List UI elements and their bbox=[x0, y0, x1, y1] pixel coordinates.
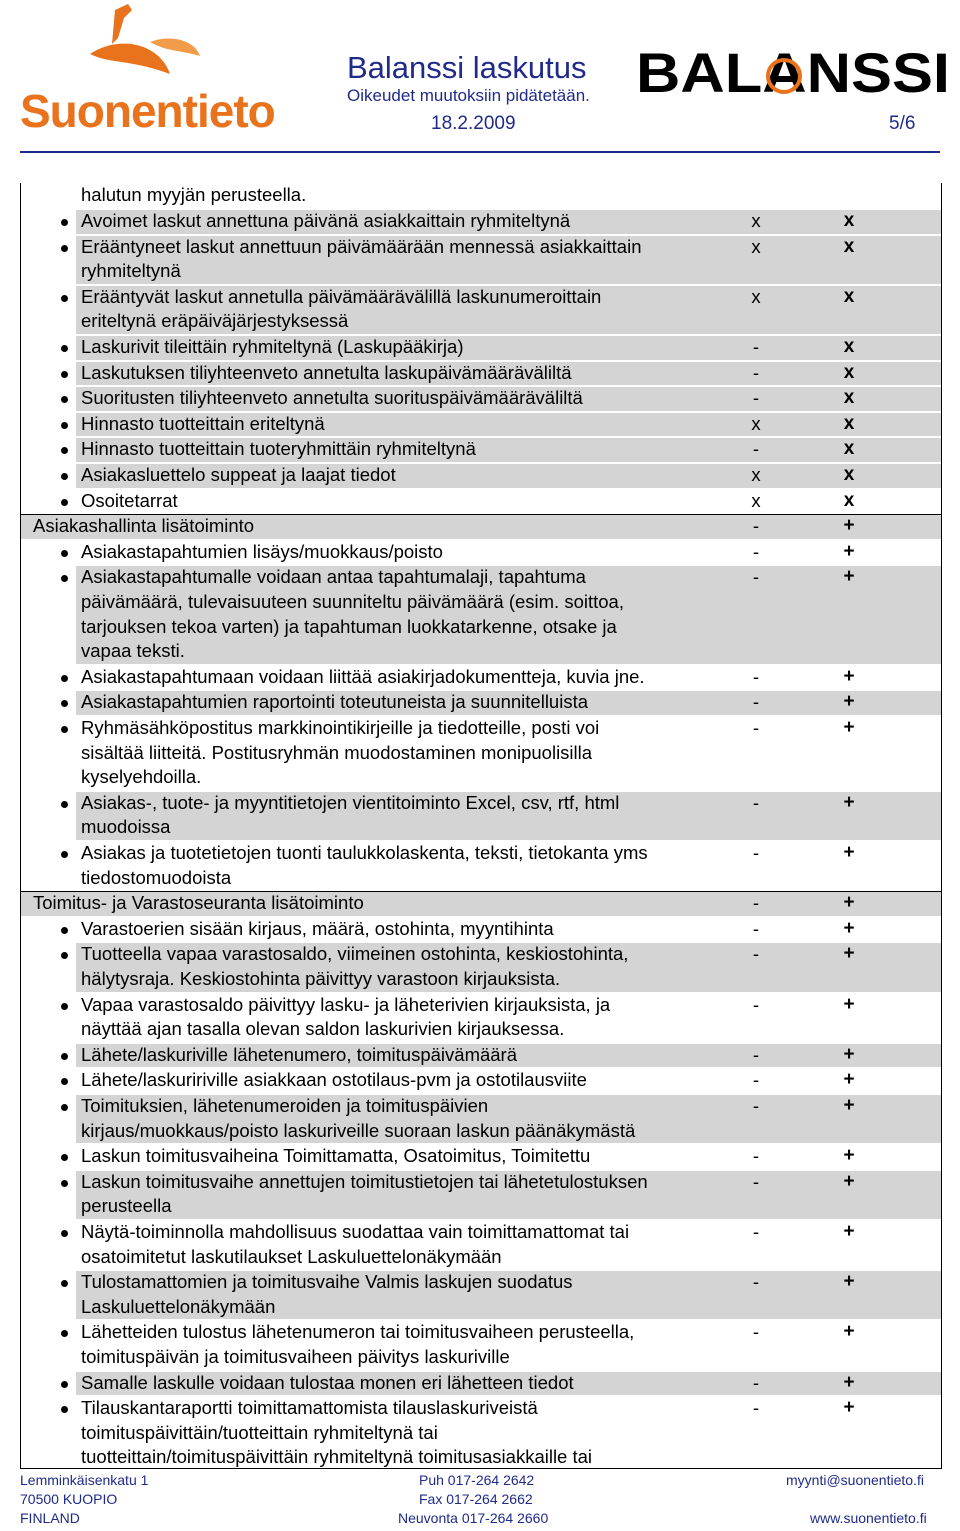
extended-version-mark: x bbox=[843, 285, 855, 307]
basic-version-mark: - bbox=[752, 791, 760, 813]
bullet-icon bbox=[61, 1406, 68, 1413]
bullet-icon bbox=[61, 1154, 68, 1161]
basic-version-mark: - bbox=[752, 943, 760, 965]
feature-text: Asiakasluettelo suppeat ja laajat tiedot bbox=[81, 464, 396, 485]
basic-version-mark: - bbox=[752, 717, 760, 738]
footer-phone: Puh 017-264 2642 bbox=[419, 1472, 535, 1488]
basic-version-mark: - bbox=[752, 1170, 760, 1192]
feature-text: tiedostomuodoista bbox=[81, 866, 232, 888]
feature-row bbox=[21, 942, 941, 992]
footer-address-city: 70500 KUOPIO bbox=[20, 1491, 118, 1507]
feature-row bbox=[21, 1270, 941, 1320]
extended-version-mark: + bbox=[843, 540, 855, 562]
feature-text: Ryhmäsähköpostitus markkinointikirjeille ja tiedotteille, posti voi bbox=[81, 717, 600, 738]
feature-text: Hinnasto tuotteittain eriteltynä bbox=[81, 412, 325, 434]
extended-version-mark: + bbox=[843, 1145, 855, 1167]
bullet-icon bbox=[61, 422, 68, 429]
footer-address-street: Lemminkäisenkatu 1 bbox=[20, 1472, 149, 1488]
feature-row bbox=[21, 335, 941, 361]
feature-row bbox=[21, 917, 941, 943]
basic-version-mark: x bbox=[751, 489, 761, 511]
feature-row bbox=[21, 437, 941, 463]
extended-version-mark: x bbox=[843, 464, 855, 485]
bullet-icon bbox=[61, 473, 68, 480]
basic-version-mark: - bbox=[752, 1043, 760, 1065]
feature-row bbox=[21, 1396, 941, 1471]
footer-address-country: FINLAND bbox=[20, 1510, 80, 1526]
bullet-icon bbox=[61, 927, 68, 934]
feature-table bbox=[20, 183, 942, 1469]
feature-text: Lähete/laskuriville lähetenumero, toimituspäivämäärä bbox=[81, 1043, 518, 1065]
feature-text: Asiakas ja tuotetietojen tuonti taulukkolaskenta, teksti, tietokanta yms bbox=[81, 842, 648, 863]
feature-text: tuotteittain/toimituspäivittäin ryhmiteltynä toimitusasiakkaille tai bbox=[81, 1446, 593, 1468]
bullet-icon bbox=[61, 295, 68, 302]
bullet-icon bbox=[61, 1330, 68, 1337]
extended-version-mark: x bbox=[843, 235, 855, 257]
bullet-icon bbox=[61, 851, 68, 858]
bullet-icon bbox=[61, 1280, 68, 1287]
bullet-icon bbox=[61, 371, 68, 378]
feature-row bbox=[21, 361, 941, 387]
feature-row bbox=[21, 791, 941, 841]
feature-row bbox=[21, 463, 941, 489]
bullet-icon bbox=[61, 1078, 68, 1085]
extended-version-mark: + bbox=[843, 1170, 855, 1192]
basic-version-mark: - bbox=[752, 1271, 760, 1293]
extended-version-mark: x bbox=[843, 489, 855, 511]
document-date: 18.2.2009 bbox=[431, 113, 516, 134]
section-row bbox=[21, 891, 941, 917]
basic-version-mark: - bbox=[752, 515, 760, 537]
footer-web-link[interactable]: www.suonentieto.fi bbox=[810, 1510, 927, 1526]
bullet-icon bbox=[61, 1003, 68, 1010]
feature-row bbox=[21, 209, 941, 235]
document-subtitle: Oikeudet muutoksiin pidätetään. bbox=[347, 86, 590, 105]
extended-version-mark: + bbox=[843, 842, 855, 863]
extended-version-mark: + bbox=[843, 993, 855, 1015]
extended-version-mark: x bbox=[843, 336, 855, 357]
feature-row bbox=[21, 1220, 941, 1270]
extended-version-mark: + bbox=[843, 1221, 855, 1242]
basic-version-mark: - bbox=[752, 1397, 760, 1419]
feature-text: hälytysraja. Keskiostohinta päivittyy varastoon kirjauksista. bbox=[81, 967, 561, 989]
feature-row bbox=[21, 412, 941, 438]
feature-text: Erääntyneet laskut annettuun päivämäärään mennessä asiakkaittain bbox=[81, 235, 642, 257]
feature-text: Suoritusten tiliyhteenveto annetulta suorituspäivämääräväliltä bbox=[81, 387, 583, 409]
extended-version-mark: + bbox=[843, 1397, 855, 1419]
section-heading: Asiakashallinta lisätoiminto bbox=[33, 515, 255, 537]
document-title: Balanssi laskutus bbox=[347, 50, 587, 85]
feature-text: Laskun toimitusvaihe annettujen toimitustietojen tai lähetetulostuksen bbox=[81, 1170, 648, 1192]
feature-text: näyttää ajan tasalla olevan saldon laskurivien kirjauksessa. bbox=[81, 1018, 565, 1040]
footer-fax: Fax 017-264 2662 bbox=[419, 1491, 533, 1507]
feature-text: Hinnasto tuotteittain tuoteryhmittäin ryhmiteltynä bbox=[81, 438, 476, 460]
feature-text: Laskuluettelonäkymään bbox=[81, 1295, 276, 1317]
feature-text: Lähete/laskuririville asiakkaan ostotilaus-pvm ja ostotilausviite bbox=[81, 1069, 587, 1091]
basic-version-mark: - bbox=[752, 1321, 760, 1343]
section-heading: Toimitus- ja Varastoseuranta lisätoiminto bbox=[33, 892, 364, 914]
feature-text: Asiakastapahtumien lisäys/muokkaus/poisto bbox=[81, 540, 443, 562]
extended-version-mark: x bbox=[843, 210, 855, 231]
feature-text: Asiakas-, tuote- ja myyntitietojen vientitoiminto Excel, csv, rtf, html bbox=[81, 791, 620, 813]
feature-text: Tuotteella vapaa varastosaldo, viimeinen ostohinta, keskiostohinta, bbox=[81, 943, 629, 965]
extended-version-mark: + bbox=[843, 1271, 855, 1293]
feature-text: Tulostamattomien ja toimitusvaihe Valmis laskujen suodatus bbox=[81, 1271, 573, 1293]
feature-text: vapaa teksti. bbox=[81, 640, 185, 662]
feature-row bbox=[21, 1170, 941, 1220]
feature-row bbox=[21, 386, 941, 412]
basic-version-mark: - bbox=[752, 540, 760, 562]
bullet-icon bbox=[61, 726, 68, 733]
basic-version-mark: - bbox=[752, 1095, 760, 1116]
feature-text: kyselyehdoilla. bbox=[81, 766, 202, 788]
balanssi-logo-icon bbox=[636, 46, 950, 98]
extended-version-mark: + bbox=[843, 717, 855, 738]
page-number: 5/6 bbox=[889, 113, 916, 134]
bullet-icon bbox=[61, 952, 68, 959]
feature-row bbox=[21, 1094, 941, 1144]
feature-text: eriteltynä eräpäiväjärjestyksessä bbox=[81, 310, 349, 332]
feature-text: kirjaus/muokkaus/poisto laskuriveille suoraan laskun päänäkymästä bbox=[81, 1119, 636, 1141]
extended-version-mark: + bbox=[843, 515, 855, 537]
bullet-icon bbox=[61, 575, 68, 582]
basic-version-mark: - bbox=[752, 892, 760, 914]
bullet-icon bbox=[61, 1230, 68, 1237]
bullet-icon bbox=[61, 396, 68, 403]
footer-email-link[interactable]: myynti@suonentieto.fi bbox=[786, 1472, 924, 1488]
page-header bbox=[0, 0, 960, 180]
feature-text: sisältää liitteitä. Postitusryhmän muodostaminen monipuolisilla bbox=[81, 741, 593, 763]
feature-text: Näytä-toiminnolla mahdollisuus suodattaa vain toimittamattomat tai bbox=[81, 1221, 630, 1242]
bullet-icon bbox=[61, 1104, 68, 1111]
feature-row bbox=[21, 841, 941, 891]
extended-version-mark: + bbox=[843, 1321, 855, 1343]
feature-row bbox=[21, 1371, 941, 1397]
basic-version-mark: x bbox=[751, 210, 761, 231]
basic-version-mark: - bbox=[752, 336, 760, 357]
feature-text: tarjouksen tekoa varten) ja tapahtuman luokkatarkenne, otsake ja bbox=[81, 615, 617, 637]
extended-version-mark: + bbox=[843, 1095, 855, 1116]
feature-row bbox=[21, 489, 941, 515]
basic-version-mark: x bbox=[751, 235, 761, 257]
feature-text: Toimituksien, lähetenumeroiden ja toimituspäivien bbox=[81, 1095, 489, 1116]
feature-row bbox=[21, 716, 941, 791]
basic-version-mark: - bbox=[752, 1069, 760, 1091]
feature-text: Asiakastapahtumalle voidaan antaa tapahtumalaji, tapahtuma bbox=[81, 566, 586, 588]
feature-text: toimituspäivittäin/tuotteittain ryhmiteltynä tai bbox=[81, 1421, 438, 1443]
extended-version-mark: + bbox=[843, 1043, 855, 1065]
bullet-icon bbox=[61, 1180, 68, 1187]
extended-version-mark: + bbox=[843, 892, 855, 914]
bullet-icon bbox=[61, 499, 68, 506]
feature-text: osatoimitetut laskutilaukset Laskuluettelonäkymään bbox=[81, 1245, 502, 1267]
basic-version-mark: - bbox=[752, 691, 760, 713]
feature-row bbox=[21, 993, 941, 1043]
bullet-icon bbox=[61, 801, 68, 808]
feature-text: Osoitetarrat bbox=[81, 489, 178, 511]
extended-version-mark: x bbox=[843, 361, 855, 383]
bullet-icon bbox=[61, 675, 68, 682]
feature-text: muodoissa bbox=[81, 816, 171, 838]
basic-version-mark: x bbox=[751, 412, 761, 434]
extended-version-mark: + bbox=[843, 1069, 855, 1091]
feature-row bbox=[21, 565, 941, 664]
feature-text: Tilauskantaraportti toimittamattomista tilauslaskuriveistä bbox=[81, 1397, 538, 1419]
basic-version-mark: x bbox=[751, 285, 761, 307]
feature-text: Samalle laskulle voidaan tulostaa monen eri lähetteen tiedot bbox=[81, 1371, 574, 1393]
feature-row bbox=[21, 285, 941, 335]
feature-text: Erääntyvät laskut annetulla päivämäärävälillä laskunumeroittain bbox=[81, 285, 602, 307]
feature-text: Laskutuksen tiliyhteenveto annetulta laskupäivämääräväliltä bbox=[81, 361, 572, 383]
feature-text: Laskun toimitusvaiheina Toimittamatta, Osatoimitus, Toimitettu bbox=[81, 1145, 591, 1167]
header-divider bbox=[20, 151, 940, 153]
balanssi-logo-text: BALANSSI bbox=[636, 46, 950, 98]
feature-text: Asiakastapahtumien raportointi toteutuneista ja suunnitelluista bbox=[81, 691, 589, 713]
basic-version-mark: - bbox=[752, 1145, 760, 1167]
feature-row bbox=[21, 665, 941, 691]
basic-version-mark: - bbox=[752, 665, 760, 687]
extended-version-mark: x bbox=[843, 387, 855, 409]
basic-version-mark: - bbox=[752, 387, 760, 409]
basic-version-mark: - bbox=[752, 1371, 760, 1393]
feature-row bbox=[21, 1068, 941, 1094]
feature-text: Laskurivit tileittäin ryhmiteltynä (Laskupääkirja) bbox=[81, 336, 464, 357]
basic-version-mark: - bbox=[752, 438, 760, 460]
bullet-icon bbox=[61, 1381, 68, 1388]
bullet-icon bbox=[61, 345, 68, 352]
basic-version-mark: - bbox=[752, 993, 760, 1015]
feature-row bbox=[21, 1144, 941, 1170]
extended-version-mark: + bbox=[843, 691, 855, 713]
feature-row bbox=[21, 690, 941, 716]
suonentieto-logo-text: Suonentieto bbox=[20, 85, 275, 137]
extended-version-mark: x bbox=[843, 412, 855, 434]
feature-row bbox=[21, 540, 941, 566]
bullet-icon bbox=[61, 219, 68, 226]
section-row bbox=[21, 514, 941, 540]
feature-text: ryhmiteltynä bbox=[81, 260, 181, 282]
feature-text: Lähetteiden tulostus lähetenumeron tai toimitusvaiheen perusteella, bbox=[81, 1321, 635, 1343]
feature-text: Avoimet laskut annettuna päivänä asiakkaittain ryhmiteltynä bbox=[81, 210, 571, 231]
feature-text: perusteella bbox=[81, 1195, 172, 1217]
bullet-icon bbox=[61, 447, 68, 454]
footer-advice-line: Neuvonta 017-264 2660 bbox=[398, 1510, 549, 1526]
bullet-icon bbox=[61, 700, 68, 707]
feature-text: päivämäärä, tulevaisuuteen suunniteltu päivämäärä (esim. soittoa, bbox=[81, 590, 624, 612]
feature-row bbox=[21, 1043, 941, 1069]
intro-line: halutun myyjän perusteella. bbox=[81, 184, 307, 205]
basic-version-mark: - bbox=[752, 361, 760, 383]
bullet-icon bbox=[61, 550, 68, 557]
basic-version-mark: - bbox=[752, 1221, 760, 1242]
extended-version-mark: + bbox=[843, 665, 855, 687]
feature-row bbox=[21, 1320, 941, 1370]
feature-text: Varastoerien sisään kirjaus, määrä, ostohinta, myyntihinta bbox=[81, 917, 554, 939]
extended-version-mark: + bbox=[843, 566, 855, 588]
basic-version-mark: - bbox=[752, 842, 760, 863]
basic-version-mark: - bbox=[752, 566, 760, 588]
extended-version-mark: + bbox=[843, 917, 855, 939]
feature-text: Vapaa varastosaldo päivittyy lasku- ja läheterivien kirjauksista, ja bbox=[81, 993, 611, 1015]
feature-text: Asiakastapahtumaan voidaan liittää asiakirjadokumentteja, kuvia jne. bbox=[81, 665, 645, 687]
bullet-icon bbox=[61, 1053, 68, 1060]
page-footer bbox=[0, 1471, 960, 1531]
extended-version-mark: + bbox=[843, 943, 855, 965]
extended-version-mark: x bbox=[843, 438, 855, 460]
feature-text: toimituspäivän ja toimitusvaiheen päivitys laskuriville bbox=[81, 1345, 510, 1367]
extended-version-mark: + bbox=[843, 791, 855, 813]
extended-version-mark: + bbox=[843, 1371, 855, 1393]
basic-version-mark: - bbox=[752, 917, 760, 939]
bullet-icon bbox=[61, 245, 68, 252]
basic-version-mark: x bbox=[751, 464, 761, 485]
feature-row bbox=[21, 235, 941, 285]
